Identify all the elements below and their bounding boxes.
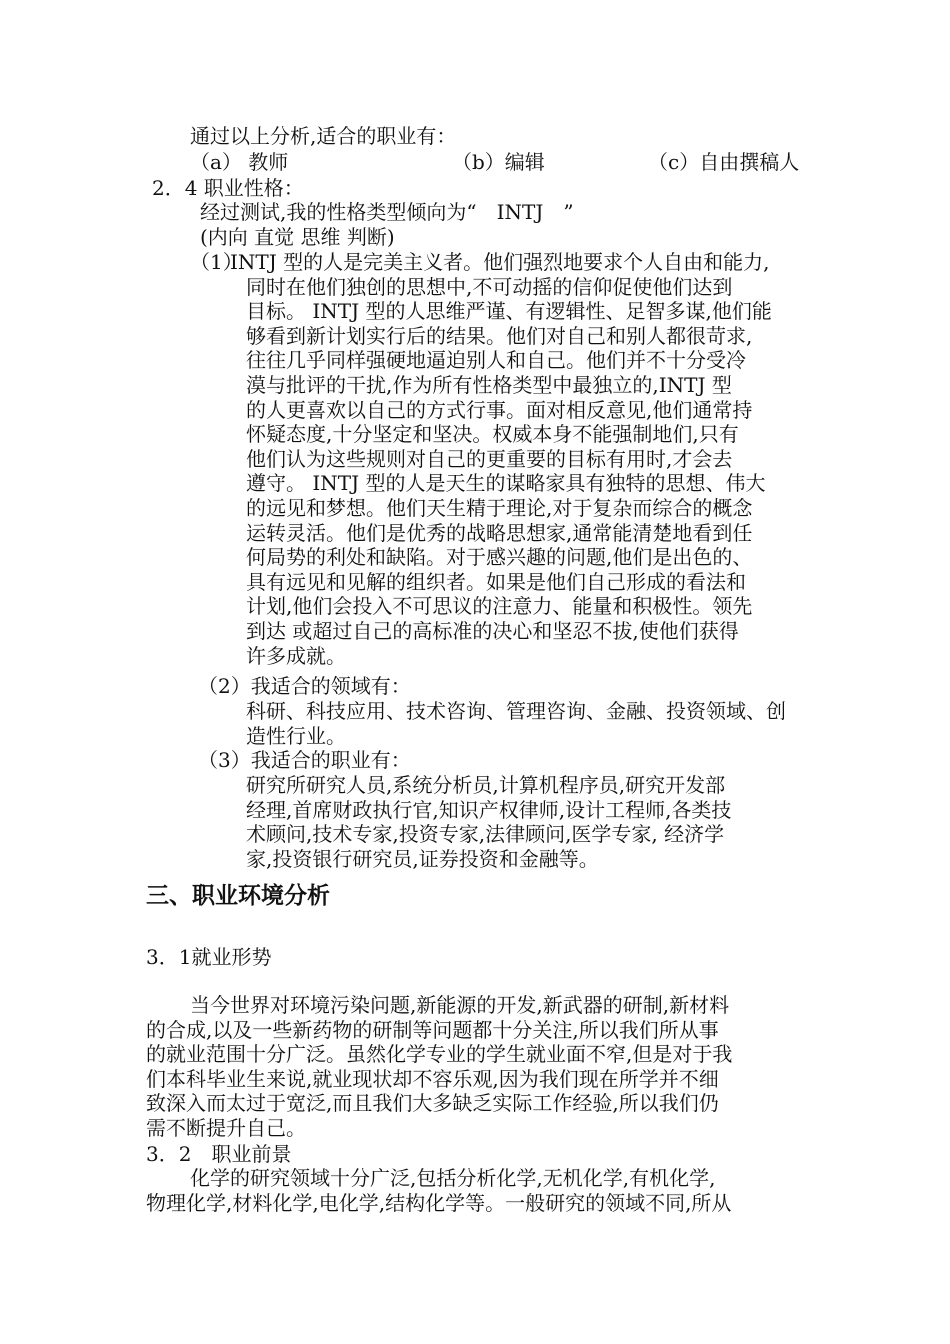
intj-line: 何局势的利处和缺陷。对于感兴趣的问题,他们是出色的、	[246, 545, 753, 570]
intj-line: 到达 或超过自己的高标准的决心和坚忍不拔,使他们获得	[246, 618, 739, 643]
prospect-paragraph	[146, 1166, 826, 1215]
careers-line: 研究所研究人员,系统分析员,计算机程序员,研究开发部	[246, 773, 726, 797]
career-option-a: （a） 教师	[190, 150, 289, 174]
section-3-heading: 三、职业环境分析	[146, 883, 330, 909]
employment-paragraph	[146, 993, 826, 1141]
career-summary: 通过以上分析,适合的职业有：	[190, 124, 457, 148]
employment-line: 们本科毕业生来说,就业现状却不容乐观,因为我们现在所学并不细	[146, 1066, 719, 1091]
intj-line: 目标。 INTJ 型的人思维严谨、有逻辑性、足智多谋,他们能	[246, 299, 772, 324]
employment-line: 需不断提升自己。	[146, 1115, 306, 1140]
intj-line: 同时在他们独创的思想中,不可动摇的信仰促使他们达到	[246, 274, 733, 299]
intj-line: 许多成就。	[246, 643, 346, 668]
section-2-4-heading: 2．4 职业性格：	[152, 176, 304, 200]
career-option-c: （c）自由撰稿人	[648, 150, 800, 174]
intj-line: 运转灵活。他们是优秀的战略思想家,通常能清楚地看到任	[246, 520, 753, 545]
fields-line: 造性行业。	[246, 723, 346, 748]
prospect-line: 化学的研究领域十分广泛,包括分析化学,无机化学,有机化学,	[190, 1166, 716, 1190]
intj-line: 够看到新计划实行后的结果。他们对自己和别人都很苛求,	[246, 323, 753, 348]
intj-line: 往往几乎同样强硬地逼迫别人和自己。他们并不十分受冷	[246, 348, 746, 373]
intj-line: 的远见和梦想。他们天生精于理论,对于复杂而综合的概念	[246, 495, 753, 520]
suitable-careers-heading: （3）我适合的职业有：	[198, 748, 411, 772]
intj-line: 他们认为这些规则对自己的更重要的目标有用时,才会去	[246, 446, 733, 471]
suitable-fields	[246, 699, 846, 748]
section-3-1-heading: 3．1就业形势	[146, 945, 272, 969]
item-1-marker: （1）	[190, 250, 243, 274]
intj-line: INTJ 型的人是完美主义者。他们强烈地要求个人自由和能力,	[230, 250, 770, 274]
intj-line: 怀疑态度,十分坚定和坚决。权威本身不能强制地们,只有	[246, 422, 739, 447]
employment-line: 致深入而太过于宽泛,而且我们大多缺乏实际工作经验,所以我们仍	[146, 1091, 719, 1116]
suitable-careers	[246, 773, 846, 871]
employment-line: 当今世界对环境污染问题,新能源的开发,新武器的研制,新材料	[190, 993, 730, 1017]
intj-line: 的人更喜欢以自己的方式行事。面对相反意见,他们通常持	[246, 397, 753, 422]
careers-line: 家,投资银行研究员,证券投资和金融等。	[246, 846, 599, 871]
intj-line: 具有远见和见解的组织者。如果是他们自己形成的看法和	[246, 569, 746, 594]
intj-description	[230, 250, 830, 668]
suitable-fields-heading: （2）我适合的领域有：	[198, 674, 411, 698]
careers-line: 经理,首席财政执行官,知识产权律师,设计工程师,各类技	[246, 797, 732, 822]
intj-line: 漠与批评的干扰,作为所有性格类型中最独立的,INTJ 型	[246, 372, 732, 397]
prospect-line: 物理化学,材料化学,电化学,结构化学等。一般研究的领域不同,所从	[146, 1190, 732, 1215]
intj-line: 计划,他们会投入不可思议的注意力、能量和积极性。领先	[246, 594, 753, 619]
intj-line: 遵守。 INTJ 型的人是天生的谋略家具有独特的思想、伟大	[246, 471, 766, 496]
careers-line: 术顾问,技术专家,投资专家,法律顾问,医学专家, 经济学	[246, 822, 725, 847]
section-3-2-heading: 3．2 职业前景	[146, 1142, 292, 1166]
employment-line: 的就业范围十分广泛。虽然化学专业的学生就业面不窄,但是对于我	[146, 1042, 733, 1067]
personality-test-result: 经过测试,我的性格类型倾向为“ INTJ ”	[200, 200, 574, 224]
fields-line: 科研、科技应用、技术咨询、管理咨询、金融、投资领域、创	[246, 699, 786, 723]
personality-dimensions: (内向 直觉 思维 判断)	[200, 225, 395, 249]
employment-line: 的合成,以及一些新药物的研制等问题都十分关注,所以我们所从事	[146, 1017, 719, 1042]
career-option-b: （b）编辑	[452, 150, 545, 174]
